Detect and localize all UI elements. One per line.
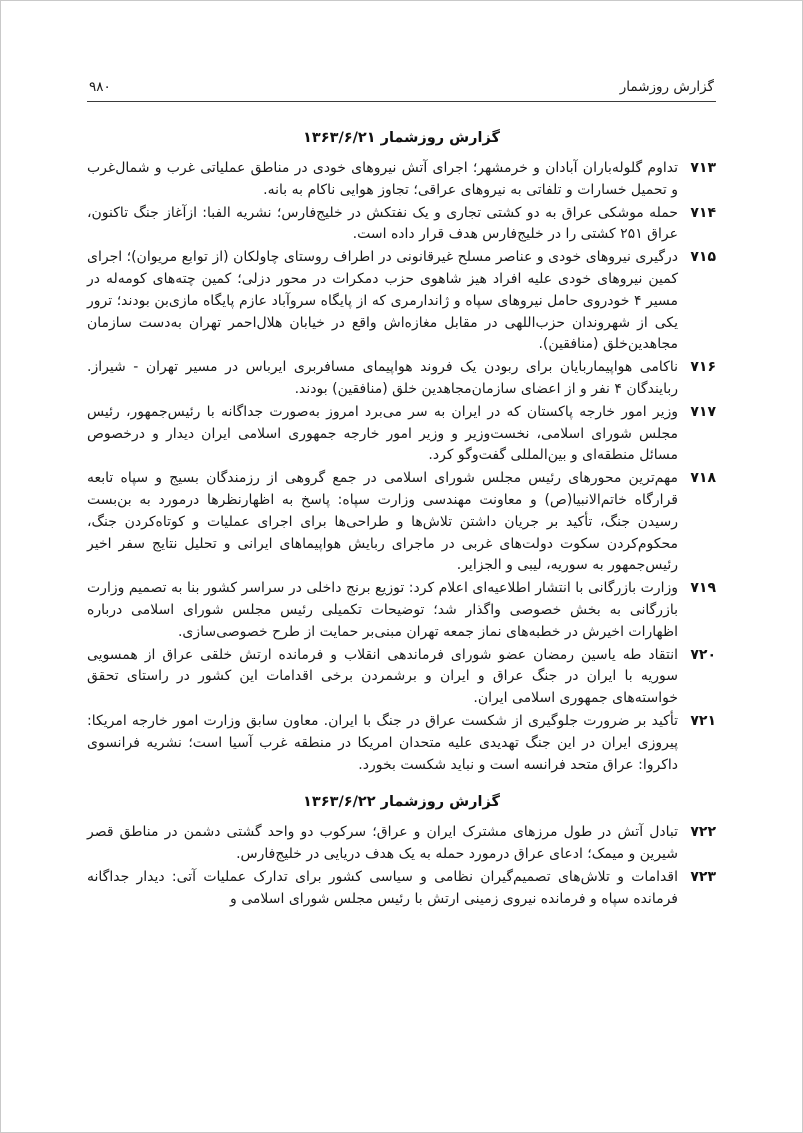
entry-text: اقدامات و تلاش‌های تصمیم‌گیران نظامی و سیاسی کشور برای تدارک عملیات آتی: دیدار جداگانه فرمانده سپاه و فرمانده نیروی زمینی ارتش با رئیس مجلس شورای اسلامی و <box>87 868 678 907</box>
entry-text: تأکید بر ضرورت جلوگیری از شکست عراق در جنگ با ایران. معاون سابق وزارت امور خارجه امریکا: پیروزی ایران در این جنگ تهدیدی علیه متحدان امریکا در منطقه غرب آسیا است؛ نشریه فرانسوی داکروا: عراق متحد فرانسه است و نباید شکست بخورد. <box>87 712 678 773</box>
page-header <box>87 79 716 101</box>
entry-718 <box>87 468 716 577</box>
entry-722 <box>87 822 716 866</box>
entry-text: حمله موشکی عراق به دو کشتی تجاری و یک نفتکش در خلیج‌فارس؛ نشریه الفبا: ازآغاز جنگ تاکنون، عراق ۲۵۱ کشتی را در خلیج‌فارس هدف قرار داده است. <box>87 204 678 243</box>
entry-716 <box>87 357 716 401</box>
entry-717 <box>87 402 716 467</box>
entry-text: تبادل آتش در طول مرزهای مشترک ایران و عراق؛ سرکوب دو واحد گشتی دشمن در مناطق قصر شیرین و میمک؛ ادعای عراق درمورد حمله به یک هدف دریایی در خلیج‌فارس. <box>87 824 678 863</box>
entry-721 <box>87 711 716 776</box>
entry-719 <box>87 578 716 643</box>
entry-text: وزارت بازرگانی با انتشار اطلاعیه‌ای اعلام کرد: توزیع برنج داخلی در سراسر کشور بنا به تصمیم وزارت بازرگانی به بخش خصوصی واگذار شد؛ توضیحات تکمیلی رئیس مجلس شورای اسلامی درباره اظهارات اخیرش در خطبه‌های نماز جمعه تهران مبنی‌بر حمایت از طرح خصوصی‌سازی. <box>87 580 678 640</box>
section-heading: گزارش روزشمار ۱۳۶۳/۶/۲۲ <box>303 794 500 811</box>
entry-text: مهم‌ترین محورهای رئیس مجلس شورای اسلامی در جمع گروهی از رزمندگان بسیج و سپاه تابعه قرارگاه خاتم‌الانبیا(ص) و معاونت مهندسی وزارت سپاه: پاسخ به اظهارنظرها درمورد به بن‌بست رسیدن جنگ، تأکید بر جریان داشتن تلاش‌ها و طراحی‌ها برای اجرای عملیات و کوتاه‌کردن جنگ، محکوم‌کردن سکوت دولت‌های غربی در ماجرای ربایش هواپیماهای ایرانی و تحلیل نتایج سفر اخیر رئیس‌جمهور به سوریه، لیبی و الجزایر. <box>87 470 678 574</box>
entry-number: ۷۲۲ <box>690 824 716 841</box>
entry-number: ۷۱۹ <box>690 580 716 597</box>
entry-text: درگیری نیروهای خودی و عناصر مسلح غیرقانونی در اطراف روستای چاولکان (از توابع مریوان)؛ اجرای کمین نیروهای خودی علیه افراد هیز شاهوی حزب دمکرات در محور دزلی؛ کمین چته‌های کومه‌له در مسیر ۴ خودروی حامل نیروهای سپاه و ژاندارمری که از پایگاه سروآباد عازم پایگاه مازی‌بن بودند؛ ترور یکی از شهروندان حزب‌اللهی در مقابل مغازه‌اش واقع در خیابان هلال‌احمر تهران به‌دست سازمان مجاهدین‌خلق (منافقین). <box>87 249 678 353</box>
entry-number: ۷۱۷ <box>690 403 716 420</box>
entry-text: انتقاد طه یاسین رمضان عضو شورای فرماندهی انقلاب و فرمانده ارتش خلقی عراق از همسویی سوریه با ایران در جنگ عراق و ایران و برشمردن برخی اقدامات این کشور در راستای تحقق خواسته‌های جمهوری اسلامی ایران. <box>87 646 678 707</box>
entry-text: وزیر امور خارجه پاکستان که در ایران به سر می‌برد امروز به‌صورت جداگانه با رئیس‌جمهور، رئیس مجلس شورای اسلامی، نخست‌وزیر و وزیر امور خارجه جمهوری اسلامی ایران دیدار و درخصوص مسائل منطقه‌ای و بین‌المللی گفت‌وگو کرد. <box>87 403 678 464</box>
entry-list <box>87 158 716 776</box>
entry-number: ۷۱۶ <box>690 359 716 376</box>
entry-714 <box>87 203 716 247</box>
entry-number: ۷۱۸ <box>690 470 716 487</box>
entry-723 <box>87 867 716 911</box>
entry-text: ناکامی هواپیماربایان برای ربودن یک فروند هواپیمای مسافربری ایرباس در مسیر تهران - شیراز. ربایندگان ۴ نفر و از اعضای سازمان‌مجاهدین خلق (منافقین) بودند. <box>87 359 678 397</box>
section-report-1363-6-22 <box>87 794 716 910</box>
entry-number: ۷۲۳ <box>690 868 716 885</box>
header-rule <box>87 101 716 102</box>
entry-number: ۷۱۳ <box>690 160 716 176</box>
entry-720 <box>87 645 716 710</box>
entry-number: ۷۲۰ <box>690 646 716 663</box>
entry-number: ۷۱۵ <box>690 249 716 266</box>
entry-text: تداوم گلوله‌باران آبادان و خرمشهر؛ اجرای آتش نیروهای خودی در مناطق عملیاتی غرب و شمال‌غرب و تحمیل خسارات و تلفاتی به نیروهای عراقی؛ تجاوز هوایی ناکام به بانه. <box>87 160 678 198</box>
entry-715 <box>87 247 716 356</box>
entry-713 <box>87 158 716 202</box>
running-header-title: گزارش روزشمار <box>619 79 714 95</box>
page-number: ۹۸۰ <box>89 79 111 95</box>
entry-list <box>87 822 716 910</box>
section-report-1363-6-21 <box>87 130 716 776</box>
section-heading: گزارش روزشمار ۱۳۶۳/۶/۲۱ <box>303 130 500 146</box>
entry-number: ۷۲۱ <box>690 712 716 729</box>
entry-number: ۷۱۴ <box>690 204 716 221</box>
